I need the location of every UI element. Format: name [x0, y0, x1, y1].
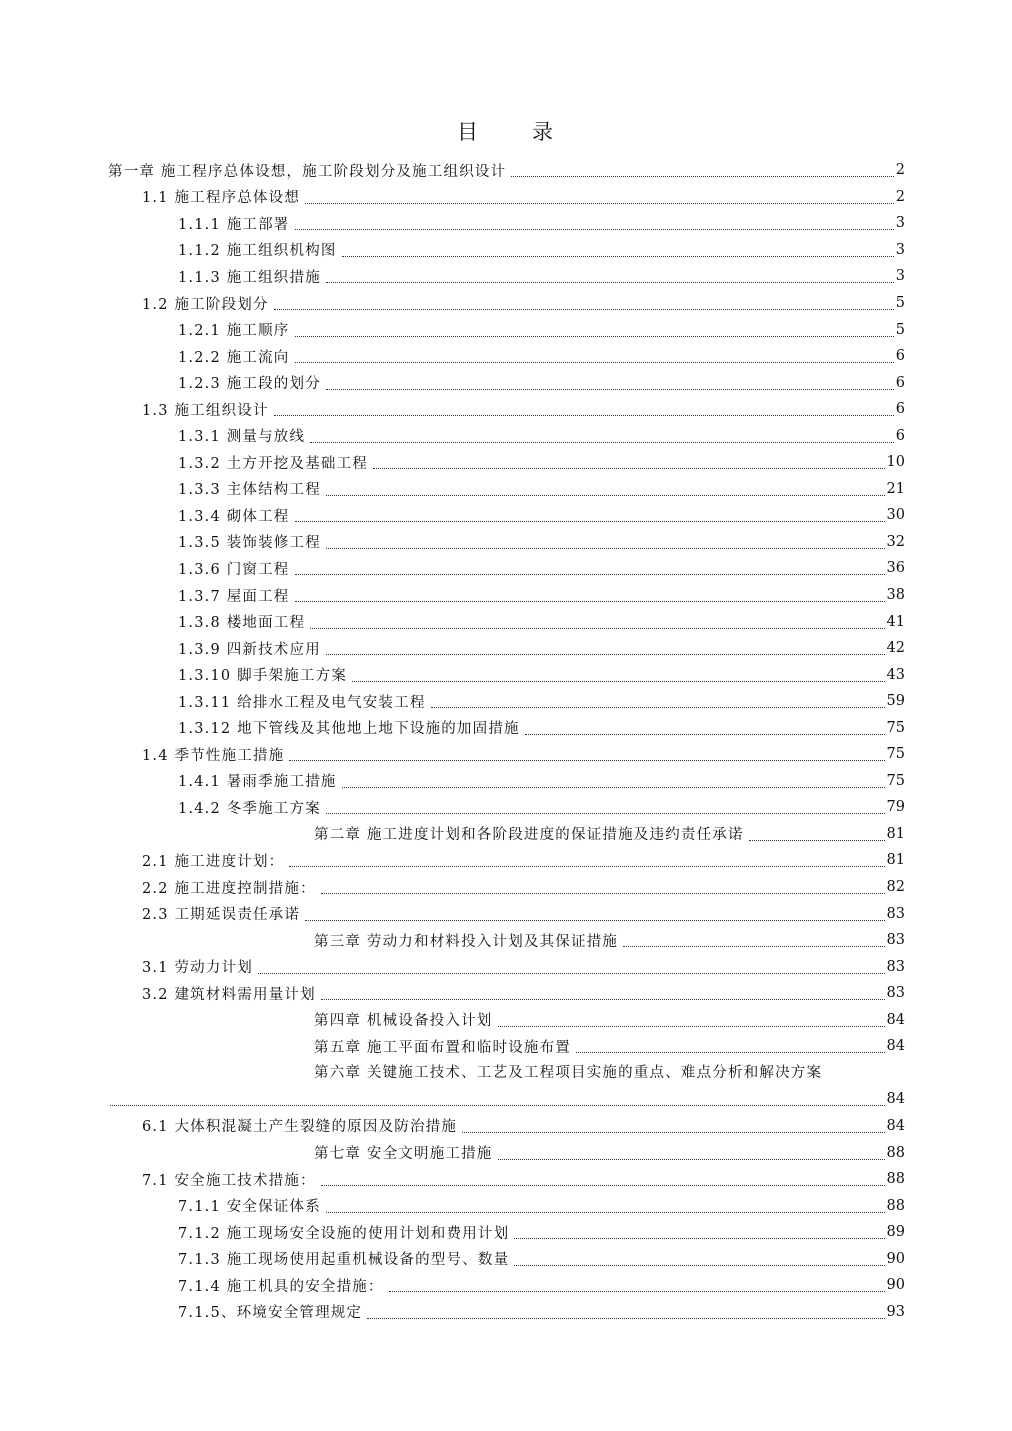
dot-leader	[326, 494, 885, 496]
dot-leader	[389, 1290, 885, 1292]
toc-entry-page: 32	[886, 533, 905, 550]
toc-entry-page: 84	[886, 1011, 905, 1028]
toc-entry-label: 1.3.12 地下管线及其他地上地下设施的加固措施	[178, 721, 520, 738]
toc-entry-label: 1.4 季节性施工措施	[142, 747, 285, 764]
dot-leader	[514, 1264, 884, 1266]
toc-entry-page: 3	[895, 241, 905, 258]
toc-entry[interactable]	[0, 1219, 1012, 1246]
dot-leader	[326, 547, 885, 549]
toc-entry-page: 75	[886, 719, 905, 736]
toc-entry-page: 2	[895, 188, 905, 205]
toc-entry-label: 2.3 工期延误责任承诺	[142, 907, 301, 924]
toc-entry-page: 59	[886, 693, 905, 710]
dot-leader	[274, 414, 894, 416]
toc-entry-label: 1.3.1 测量与放线	[178, 429, 306, 446]
toc-entry[interactable]	[0, 714, 1012, 741]
toc-entry[interactable]	[0, 1299, 1012, 1326]
toc-entry-page: 6	[895, 348, 905, 365]
toc-entry-label: 1.2.2 施工流向	[178, 349, 290, 366]
toc-title	[0, 116, 1012, 146]
toc-entry-label: 1.1.3 施工组织措施	[178, 269, 321, 286]
dot-leader	[342, 255, 894, 257]
toc-entry[interactable]	[0, 422, 1012, 449]
toc-entry-page: 5	[895, 321, 905, 338]
toc-entry-label: 2.1 施工进度计划：	[142, 853, 285, 870]
toc-entry-page: 79	[886, 799, 905, 816]
toc-entry[interactable]	[0, 369, 1012, 396]
toc-entry[interactable]	[0, 1113, 1012, 1140]
toc-entry[interactable]	[0, 343, 1012, 370]
toc-entry-label: 1.2.1 施工顺序	[178, 323, 290, 340]
toc-entry-label: 1.3.8 楼地面工程	[178, 615, 306, 632]
toc-entry[interactable]	[0, 316, 1012, 343]
toc-entry-label: 7.1.3 施工现场使用起重机械设备的型号、数量	[178, 1252, 510, 1269]
toc-entry[interactable]	[0, 768, 1012, 795]
toc-entry[interactable]	[0, 927, 1012, 954]
toc-entry[interactable]	[0, 1139, 1012, 1166]
toc-entry-page: 5	[895, 295, 905, 311]
toc-entry-label: 1.3.9 四新技术应用	[178, 641, 321, 658]
toc-entry[interactable]	[0, 794, 1012, 821]
toc-entry-label: 第五章 施工平面布置和临时设施布置	[314, 1039, 572, 1056]
toc-entry-label: 第三章 劳动力和材料投入计划及其保证措施	[314, 933, 619, 950]
toc-entry-page: 3	[895, 215, 905, 232]
dot-leader	[295, 228, 894, 230]
toc-entry-page: 83	[886, 932, 905, 949]
dot-leader	[623, 945, 884, 947]
toc-entry-page: 6	[895, 401, 905, 418]
toc-entry-page: 84	[886, 1091, 905, 1108]
toc-entry-label: 1.3.6 门窗工程	[178, 561, 290, 578]
dot-leader	[576, 1051, 885, 1053]
toc-entry[interactable]	[0, 1166, 1012, 1193]
toc-entry-page: 90	[886, 1250, 905, 1267]
toc-entry-page: 38	[886, 587, 905, 604]
toc-entry-page: 30	[886, 507, 905, 524]
toc-entry-page: 36	[886, 560, 905, 577]
dot-leader	[511, 175, 893, 177]
toc-entry-label: 1.4.2 冬季施工方案	[178, 800, 321, 817]
dot-leader	[431, 706, 885, 708]
dot-leader	[305, 202, 894, 204]
toc-entry-label: 第一章 施工程序总体设想，施工阶段划分及施工组织设计	[108, 163, 507, 180]
toc-entry-label: 1.3 施工组织设计	[142, 402, 269, 419]
dot-leader	[310, 627, 884, 629]
toc-entry-label: 7.1.4 施工机具的安全措施：	[178, 1278, 384, 1295]
dot-leader	[326, 812, 885, 814]
dot-leader	[326, 1211, 885, 1213]
toc-entry-page: 83	[886, 985, 905, 1002]
dot-leader	[110, 1104, 885, 1106]
dot-leader	[525, 733, 885, 735]
toc-entry-page: 88	[886, 1197, 905, 1214]
toc-entry[interactable]	[0, 476, 1012, 503]
toc-entry-label: 1.3.4 砌体工程	[178, 508, 290, 525]
dot-leader	[367, 1317, 884, 1319]
toc-entry-label: 7.1.2 施工现场安全设施的使用计划和费用计划	[178, 1225, 510, 1242]
toc-entry-heading-wrap[interactable]	[0, 1060, 1012, 1087]
toc-entry-page: 75	[886, 772, 905, 789]
toc-entry[interactable]	[0, 1245, 1012, 1272]
toc-entry[interactable]	[0, 184, 1012, 211]
toc-entry[interactable]	[0, 237, 1012, 264]
toc-entry[interactable]	[0, 396, 1012, 423]
dot-leader	[498, 1158, 885, 1160]
toc-entry-page: 88	[886, 1171, 905, 1188]
toc-entry-label: 第二章 施工进度计划和各阶段进度的保证措施及违约责任承诺	[314, 827, 744, 844]
toc-entry-page: 75	[886, 746, 905, 763]
toc-entry-label: 7.1.5、环境安全管理规定	[178, 1305, 363, 1322]
toc-entry-page: 89	[886, 1224, 905, 1241]
toc-entry-page: 43	[886, 666, 905, 683]
toc-entry-label: 1.3.11 给排水工程及电气安装工程	[178, 694, 426, 711]
dot-leader	[326, 388, 894, 390]
toc-entry[interactable]	[0, 635, 1012, 662]
toc-entry-page: 6	[895, 427, 905, 444]
toc-entry[interactable]	[0, 157, 1012, 184]
toc-entry-label: 6.1 大体积混凝土产生裂缝的原因及防治措施	[142, 1119, 458, 1136]
dot-leader	[295, 361, 894, 363]
toc-entry-page: 83	[886, 958, 905, 975]
dot-leader	[342, 786, 885, 788]
toc-entry[interactable]	[0, 529, 1012, 556]
toc-entry-page: 81	[886, 852, 905, 869]
toc-entry-label: 第六章 关键施工技术、工艺及工程项目实施的重点、难点分析和解决方案	[314, 1064, 823, 1081]
toc-entry-label: 1.1.1 施工部署	[178, 216, 290, 233]
toc-entry-page: 2	[895, 162, 905, 179]
toc-entry[interactable]	[0, 821, 1012, 848]
toc-entry-page: 3	[895, 268, 905, 285]
toc-entry-label: 第四章 机械设备投入计划	[314, 1013, 493, 1030]
toc-entry[interactable]	[0, 1033, 1012, 1060]
toc-entry-label: 第七章 安全文明施工措施	[314, 1146, 493, 1162]
toc-entry-leader[interactable]	[0, 1086, 1012, 1113]
toc-entry-label: 1.3.7 屋面工程	[178, 588, 290, 605]
toc-entry[interactable]	[0, 555, 1012, 582]
dot-leader	[274, 308, 894, 310]
dot-leader	[321, 998, 885, 1000]
toc-entry-page: 88	[886, 1144, 905, 1161]
dot-leader	[352, 680, 885, 682]
dot-leader	[258, 972, 885, 974]
toc-entry-label: 1.2 施工阶段划分	[142, 296, 269, 313]
toc-entry-page: 81	[886, 825, 905, 842]
dot-leader	[295, 600, 885, 602]
toc-entry-page: 82	[886, 879, 905, 896]
toc-entry-label: 1.1.2 施工组织机构图	[178, 243, 337, 260]
dot-leader	[514, 1237, 884, 1239]
toc-entry-page: 90	[886, 1277, 905, 1294]
toc-entry[interactable]	[0, 502, 1012, 529]
toc-entry[interactable]	[0, 1007, 1012, 1034]
toc-entry[interactable]	[0, 290, 1012, 317]
toc-entry-label: 7.1 安全施工技术措施：	[142, 1172, 316, 1189]
toc-entry[interactable]	[0, 847, 1012, 874]
dot-leader	[321, 892, 885, 894]
toc-entry[interactable]	[0, 953, 1012, 980]
dot-leader	[310, 441, 894, 443]
dot-leader	[326, 281, 894, 283]
dot-leader	[373, 467, 885, 469]
toc-entry[interactable]	[0, 449, 1012, 476]
toc-entry-label: 1.1 施工程序总体设想	[142, 190, 301, 207]
toc-entry-label: 1.4.1 暑雨季施工措施	[178, 774, 337, 791]
toc-entry-label: 3.2 建筑材料需用量计划	[142, 986, 316, 1003]
toc-entry[interactable]	[0, 980, 1012, 1007]
toc-entry-label: 3.1 劳动力计划	[142, 960, 253, 977]
toc-entry-label: 1.3.10 脚手架施工方案	[178, 668, 348, 685]
table-of-contents	[0, 157, 1012, 1325]
toc-entry-page: 84	[886, 1038, 905, 1055]
toc-title-right: 录	[532, 120, 555, 144]
dot-leader	[326, 653, 885, 655]
dot-leader	[462, 1131, 884, 1133]
toc-entry-page: 21	[886, 480, 905, 497]
toc-entry[interactable]	[0, 210, 1012, 237]
dot-leader	[295, 573, 885, 575]
toc-entry-label: 7.1.1 安全保证体系	[178, 1199, 321, 1216]
dot-leader	[295, 520, 885, 522]
toc-entry[interactable]	[0, 741, 1012, 768]
toc-entry[interactable]	[0, 608, 1012, 635]
toc-entry-label: 1.3.2 土方开挖及基础工程	[178, 455, 369, 472]
dot-leader	[289, 759, 884, 761]
toc-entry-page: 84	[886, 1117, 905, 1134]
toc-entry-page: 42	[886, 640, 905, 657]
toc-entry-page: 10	[886, 454, 905, 471]
toc-entry[interactable]	[0, 661, 1012, 688]
toc-entry[interactable]	[0, 582, 1012, 609]
toc-entry-label: 2.2 施工进度控制措施：	[142, 880, 316, 897]
toc-entry-page: 6	[895, 374, 905, 391]
dot-leader	[749, 839, 885, 841]
dot-leader	[498, 1025, 885, 1027]
toc-entry[interactable]	[0, 874, 1012, 901]
toc-entry[interactable]	[0, 900, 1012, 927]
dot-leader	[305, 919, 884, 921]
dot-leader	[289, 865, 884, 867]
toc-entry-page: 83	[886, 905, 905, 922]
toc-entry[interactable]	[0, 1192, 1012, 1219]
toc-entry-label: 1.3.3 主体结构工程	[178, 482, 321, 499]
toc-title-left: 目	[457, 120, 480, 144]
dot-leader	[295, 335, 894, 337]
toc-entry[interactable]	[0, 1272, 1012, 1299]
toc-entry-label: 1.2.3 施工段的划分	[178, 376, 321, 393]
toc-entry-label: 1.3.5 装饰装修工程	[178, 535, 321, 552]
toc-entry-page: 41	[886, 613, 905, 630]
toc-entry[interactable]	[0, 263, 1012, 290]
toc-entry[interactable]	[0, 688, 1012, 715]
toc-entry-page: 93	[886, 1303, 905, 1320]
dot-leader	[321, 1184, 885, 1186]
